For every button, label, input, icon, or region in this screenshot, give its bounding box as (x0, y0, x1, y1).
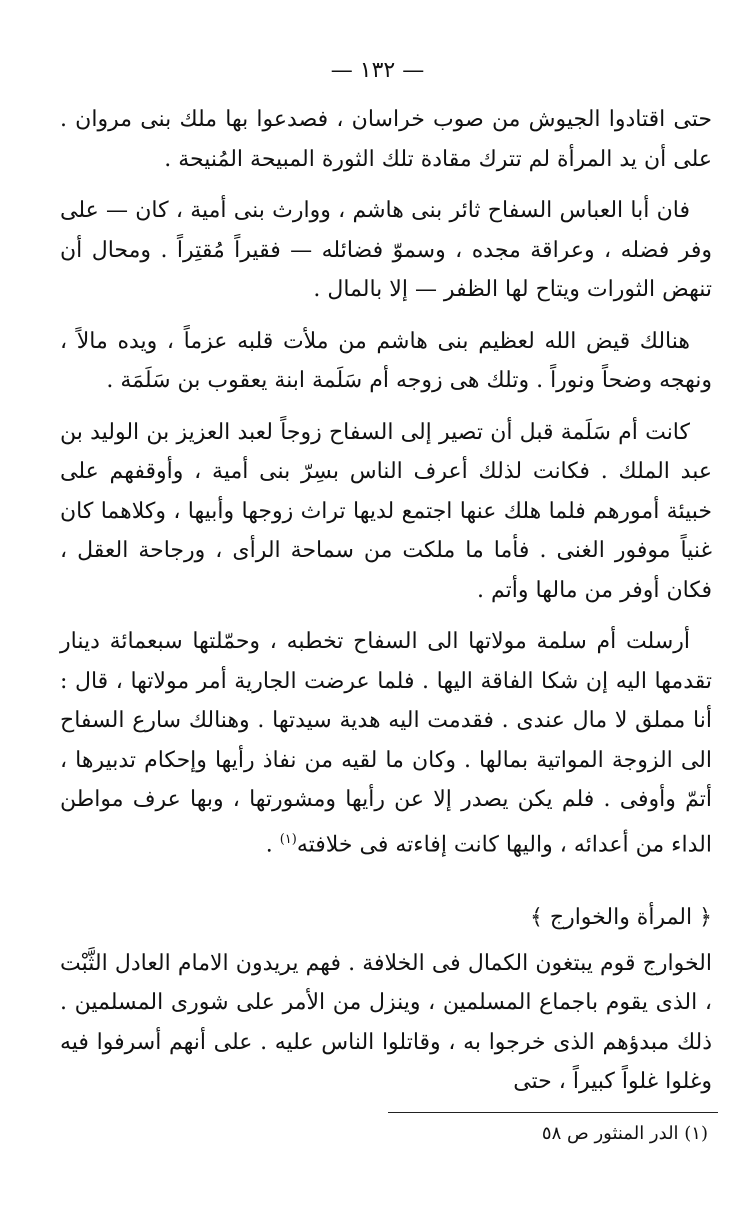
page-number: — ١٣٢ — (330, 58, 425, 83)
paragraph-umm-salama-history: كانت أم سَلَمة قبل أن تصير إلى السفاح زوجاً لعبد العزيز بن الوليد بن عبد الملك . فكانت لذلك أعرف الناس بسِرّ بنى أمية ، وأوقفهم على خبيئة أمورهم فلما هلك عنها اجتمع لديها تراث زوجها وأبيها ، وكلاهما كان غنياً موفور الغنى . فأما ما ملكت من سماحة الرأى ، ورجاحة العقل ، فكان أوفر من مالها وأتم . (60, 419, 712, 603)
footnote-marker: (١) (279, 831, 297, 847)
paragraph-umm-salama-intro: هنالك قيض الله لعظيم بنى هاشم من ملأت قلبه عزماً ، ويده مالاً ، ونهجه وضحاً ونوراً . وتلك هى زوجه أم سَلَمة ابنة يعقوب بن سَلَمَة . (60, 328, 712, 393)
paragraph-end-mark: . (265, 831, 280, 857)
paragraph-saffah: فان أبا العباس السفاح ثائر بنى هاشم ، ووارث بنى أمية ، كان — على وفر فضله ، وعراقة مجده ، وسموّ فضائله — فقيراً مُقتِراً . ومحال أن تنهض الثورات ويتاح لها الظفر — إلا بالمال . (60, 198, 712, 302)
paragraph-continuation: حتى اقتادوا الجيوش من صوب خراسان ، فصدعوا بها ملك بنى مروان . على أن يد المرأة لم تترك مقادة تلك الثورة المبيحة المُنيحة . (60, 107, 712, 172)
paragraph-marriage-proposal (60, 622, 712, 864)
paragraph-khawarij: الخوارج قوم يبتغون الكمال فى الخلافة . فهم يريدون الامام العادل الثَّبْت ، الذى يقوم باجماع المسلمين ، وينزل من الأمر على شورى المسلمين . ذلك مبدؤهم الذى خرجوا به ، وقاتلوا الناس عليه . على أنهم أسرفوا فيه وغلوا غلواً كبيراً ، حتى (60, 950, 712, 1095)
body-text (60, 100, 712, 1114)
paragraph-marriage-text: أرسلت أم سلمة مولاتها الى السفاح تخطبه ، وحمّلتها سبعمائة دينار تقدمها اليه إن شكا الفاقة اليها . فلما عرضت الجارية أمر مولاتها ، قال : أنا مملق لا مال عندى . فقدمت اليه هدية سيدتها . وهنالك سارع السفاح الى الزوجة المواتية بمالها . وكان ما لقيه من نفاذ رأيها وإحكام تدبيرها ، أتمّ وأوفى . فلم يكن يصدر إلا عن رأيها ومشورتها ، وبها عرف مواطن الداء من أعدائه ، واليها كانت إفاءته فى خلافته (60, 629, 712, 857)
footnote-divider (388, 1112, 718, 1113)
footnote: (١) الدر المنثور ص ٥٨ (541, 1123, 708, 1144)
section-heading: ﴿ المرأة والخوارج ﴾ (529, 905, 712, 931)
